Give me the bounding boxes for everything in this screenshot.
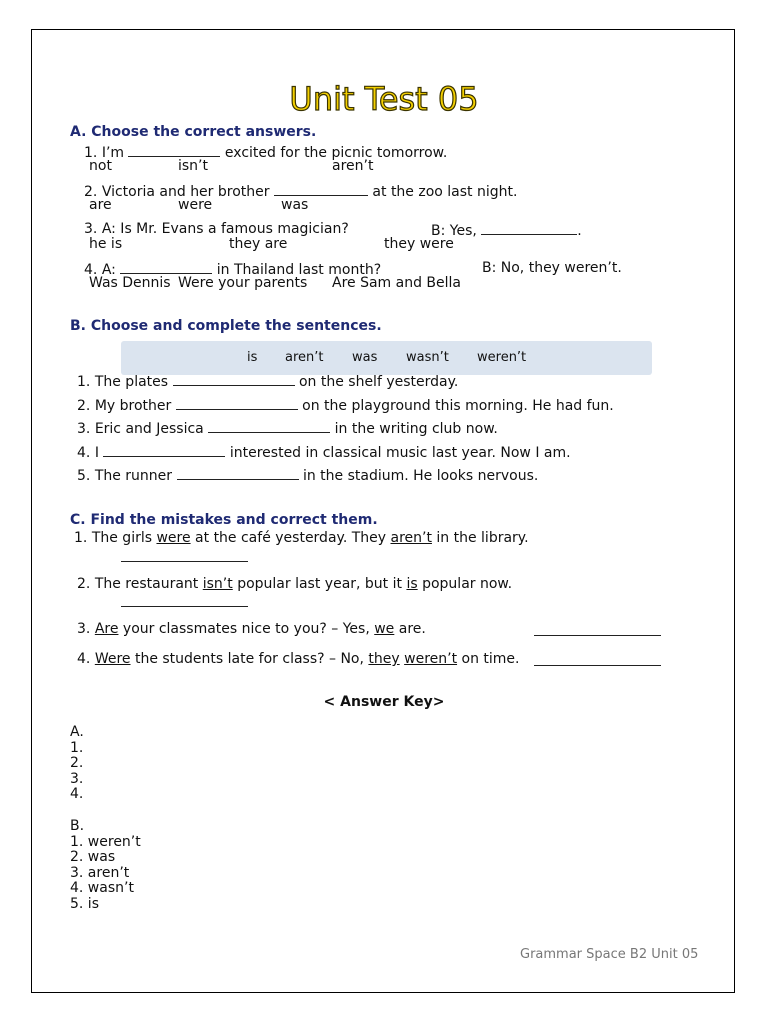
word-bank-item: aren’t	[285, 350, 324, 365]
q-text: The restaurant	[94, 576, 203, 592]
q-number: 4.	[77, 445, 91, 461]
option[interactable]: not	[89, 158, 112, 174]
underlined-word: Are	[94, 621, 119, 637]
section-c-heading: C. Find the mistakes and correct them.	[70, 512, 378, 528]
q-number: 2.	[77, 398, 91, 414]
answer-key-line: 2. was	[70, 849, 116, 865]
question-c3	[77, 621, 426, 637]
q-number: 4.	[77, 651, 91, 667]
q-text: in the writing club now.	[330, 421, 498, 437]
answer-blank[interactable]	[274, 182, 368, 196]
q-text: popular last year, but it	[232, 576, 407, 592]
q-text: popular now.	[417, 576, 513, 592]
word-bank-item: is	[247, 350, 258, 365]
answer-key-line: 3.	[70, 770, 84, 787]
question-c4	[77, 651, 519, 667]
q-text: at the café yesterday. They	[190, 530, 391, 546]
q-text: B: Yes,	[431, 223, 482, 239]
answer-key-a	[70, 725, 84, 803]
option[interactable]: he is	[89, 236, 123, 252]
q-text: at the zoo last night.	[367, 184, 518, 200]
page-title: Unit Test 05	[289, 80, 479, 118]
word-bank-item: weren’t	[477, 350, 527, 365]
answer-blank[interactable]	[208, 419, 330, 433]
answer-key-title: < Answer Key>	[323, 694, 445, 710]
q-text: your classmates nice to you? – Yes,	[118, 621, 375, 637]
answer-key-line: 3. aren’t	[70, 864, 130, 881]
option[interactable]: isn’t	[178, 158, 208, 174]
answer-key-line: 4.	[70, 786, 84, 802]
q-text: the students late for class? – No,	[130, 651, 369, 667]
option[interactable]: they are	[229, 236, 288, 252]
q-number: 1.	[84, 145, 98, 161]
answer-blank[interactable]	[176, 396, 298, 410]
option[interactable]: were	[178, 197, 213, 213]
option[interactable]: Was Dennis	[89, 275, 171, 291]
answer-key-b	[70, 819, 141, 912]
page-footer: Grammar Space B2 Unit 05	[520, 947, 699, 962]
q-text: are.	[394, 621, 426, 637]
option[interactable]: are	[89, 197, 112, 213]
question-b1	[77, 372, 458, 390]
q-text: in the stadium. He looks nervous.	[298, 468, 539, 484]
answer-key-line: 4. wasn’t	[70, 880, 134, 896]
question-b2	[77, 396, 614, 414]
question-a3	[84, 221, 349, 237]
answer-line[interactable]	[121, 606, 248, 607]
question-b4	[77, 443, 571, 461]
q-text: A: Is Mr. Evans a famous magician?	[101, 221, 349, 237]
underlined-word: Were	[94, 651, 131, 667]
option[interactable]: Are Sam and Bella	[332, 275, 462, 291]
option[interactable]: Were your parents	[178, 275, 308, 291]
q-text: on the playground this morning. He had fun.	[297, 398, 614, 414]
answer-key-line: 1.	[70, 739, 84, 756]
q-number: 4.	[84, 262, 98, 278]
answer-blank[interactable]	[103, 443, 225, 457]
q-text: The plates	[94, 374, 173, 390]
q-text: on time.	[457, 651, 520, 667]
q-number: 3.	[77, 421, 91, 437]
word-bank-item: was	[352, 350, 378, 365]
q-number: 2.	[84, 184, 98, 200]
q-text: A:	[101, 262, 121, 278]
question-a1	[84, 143, 447, 161]
q-text: in Thailand last month?	[212, 262, 382, 278]
answer-key-label: A.	[70, 724, 84, 740]
answer-blank[interactable]	[128, 143, 220, 157]
answer-line[interactable]	[534, 665, 661, 666]
underlined-word: isn’t	[202, 576, 233, 592]
option[interactable]: they were	[384, 236, 454, 252]
question-c1	[74, 530, 529, 546]
answer-blank[interactable]	[481, 221, 577, 235]
question-a4-b: B: No, they weren’t.	[482, 260, 622, 276]
underlined-word: were	[156, 530, 191, 546]
q-text: My brother	[94, 398, 176, 414]
q-text: The runner	[94, 468, 177, 484]
section-b-heading: B. Choose and complete the sentences.	[70, 318, 382, 334]
underlined-word: aren’t	[390, 530, 432, 546]
question-c2	[77, 576, 512, 592]
answer-line[interactable]	[121, 561, 248, 562]
underlined-word: they	[368, 651, 400, 667]
answer-key-line: 1. weren’t	[70, 833, 141, 850]
q-text: I	[94, 445, 104, 461]
q-text: in the library.	[431, 530, 529, 546]
q-number: 1.	[77, 374, 91, 390]
option[interactable]: was	[281, 197, 309, 213]
section-a-heading: A. Choose the correct answers.	[70, 124, 317, 140]
question-b3	[77, 419, 498, 437]
answer-key-line: 2.	[70, 755, 84, 771]
answer-key-line: 5. is	[70, 895, 99, 912]
q-text: I’m	[101, 145, 129, 161]
answer-blank[interactable]	[173, 372, 295, 386]
answer-blank[interactable]	[120, 260, 212, 274]
q-text: interested in classical music last year. Now I am.	[225, 445, 571, 461]
q-number: 3.	[84, 221, 98, 237]
q-text: Eric and Jessica	[94, 421, 209, 437]
q-text: Victoria and her brother	[101, 184, 274, 200]
q-text: on the shelf yesterday.	[294, 374, 459, 390]
answer-blank[interactable]	[177, 466, 299, 480]
q-number: 5.	[77, 468, 91, 484]
underlined-word: we	[374, 621, 395, 637]
word-bank-item: wasn’t	[406, 350, 449, 365]
q-text: .	[577, 223, 582, 239]
q-number: 2.	[77, 576, 91, 592]
answer-line[interactable]	[534, 635, 661, 636]
word-bank	[121, 341, 652, 375]
q-number: 3.	[77, 621, 91, 637]
answer-key-label: B.	[70, 818, 85, 834]
underlined-word: weren’t	[404, 651, 458, 667]
question-b5	[77, 466, 538, 484]
underlined-word: is	[406, 576, 418, 592]
q-text: excited for the picnic tomorrow.	[220, 145, 448, 161]
option[interactable]: aren’t	[332, 158, 374, 174]
q-number: 1.	[74, 530, 88, 546]
q-text: The girls	[91, 530, 157, 546]
